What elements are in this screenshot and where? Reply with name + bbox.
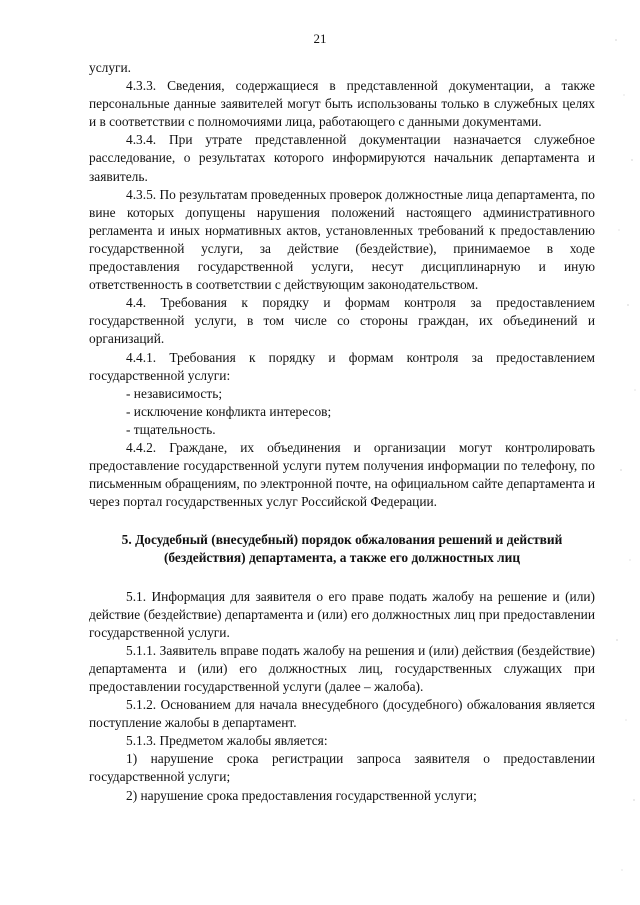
paragraph: 4.4.2. Граждане, их объединения и организации могут контролировать предоставление государственной услуги путем получения информации по телефону, по письменным обращениям, по электронной почте, на официальном сайте департамента и через портал государственных услуг Российской Федерации. [89,439,595,510]
paragraph: 4.3.5. По результатам проведенных проверок должностные лица департамента, по вине которых допущены нарушения положений настоящего административного регламента и иных нормативных актов, установленных требований к предоставлению государственной услуги, за действие (бездействие), принимаемое в ходе предоставления государственной услуги, несут дисциплинарную и иную ответственность в соответствии с действующим законодательством. [89,186,595,293]
scan-noise-decoration [610,0,640,905]
paragraph: 2) нарушение срока предоставления государственной услуги; [126,787,477,803]
paragraph: 5.1. Информация для заявителя о его праве подать жалобу на решение и (или) действие (бездействие) департамента и (или) его должностных лиц при предоставлении государственной услуги. [89,588,595,640]
paragraph: услуги. [89,60,132,75]
page-number: 21 [313,31,327,46]
paragraph: 5.1.2. Основанием для начала внесудебного (досудебного) обжалования является поступление жалобы в департамент. [89,697,595,731]
section-heading: 5. Досудебный (внесудебный) порядок обжалования решений и действий (бездействия) департамента, а также его должностных лиц [121,532,563,566]
document-body [89,59,595,805]
list-item: - независимость; [126,385,223,401]
paragraph: 4.3.3. Сведения, содержащиеся в представленной документации, а также персональные данные заявителей могут быть использованы только в служебных целях и в соответствии с полномочиями лица, работающего с данными документами. [89,78,595,130]
paragraph: 4.3.4. При утрате представленной документации назначается служебное расследование, о результатах которого информируются начальник департамента и заявитель. [89,132,595,184]
paragraph: 4.4. Требования к порядку и формам контроля за предоставлением государственной услуги, в том числе со стороны граждан, их объединений и организаций. [89,295,595,347]
paragraph: 5.1.1. Заявитель вправе подать жалобу на решения и (или) действия (бездействие) департамента и (или) его должностных лиц, государственных служащих при предоставлении государственной услуги (далее – жалоба). [89,642,595,694]
paragraph: 4.4.1. Требования к порядку и формам контроля за предоставлением государственной услуги: [89,349,595,383]
paragraph: 1) нарушение срока регистрации запроса заявителя о предоставлении государственной услуги; [89,751,595,785]
paragraph: 5.1.3. Предметом жалобы является: [126,733,328,749]
list-item: - исключение конфликта интересов; [126,403,332,419]
list-item: - тщательность. [126,421,216,437]
